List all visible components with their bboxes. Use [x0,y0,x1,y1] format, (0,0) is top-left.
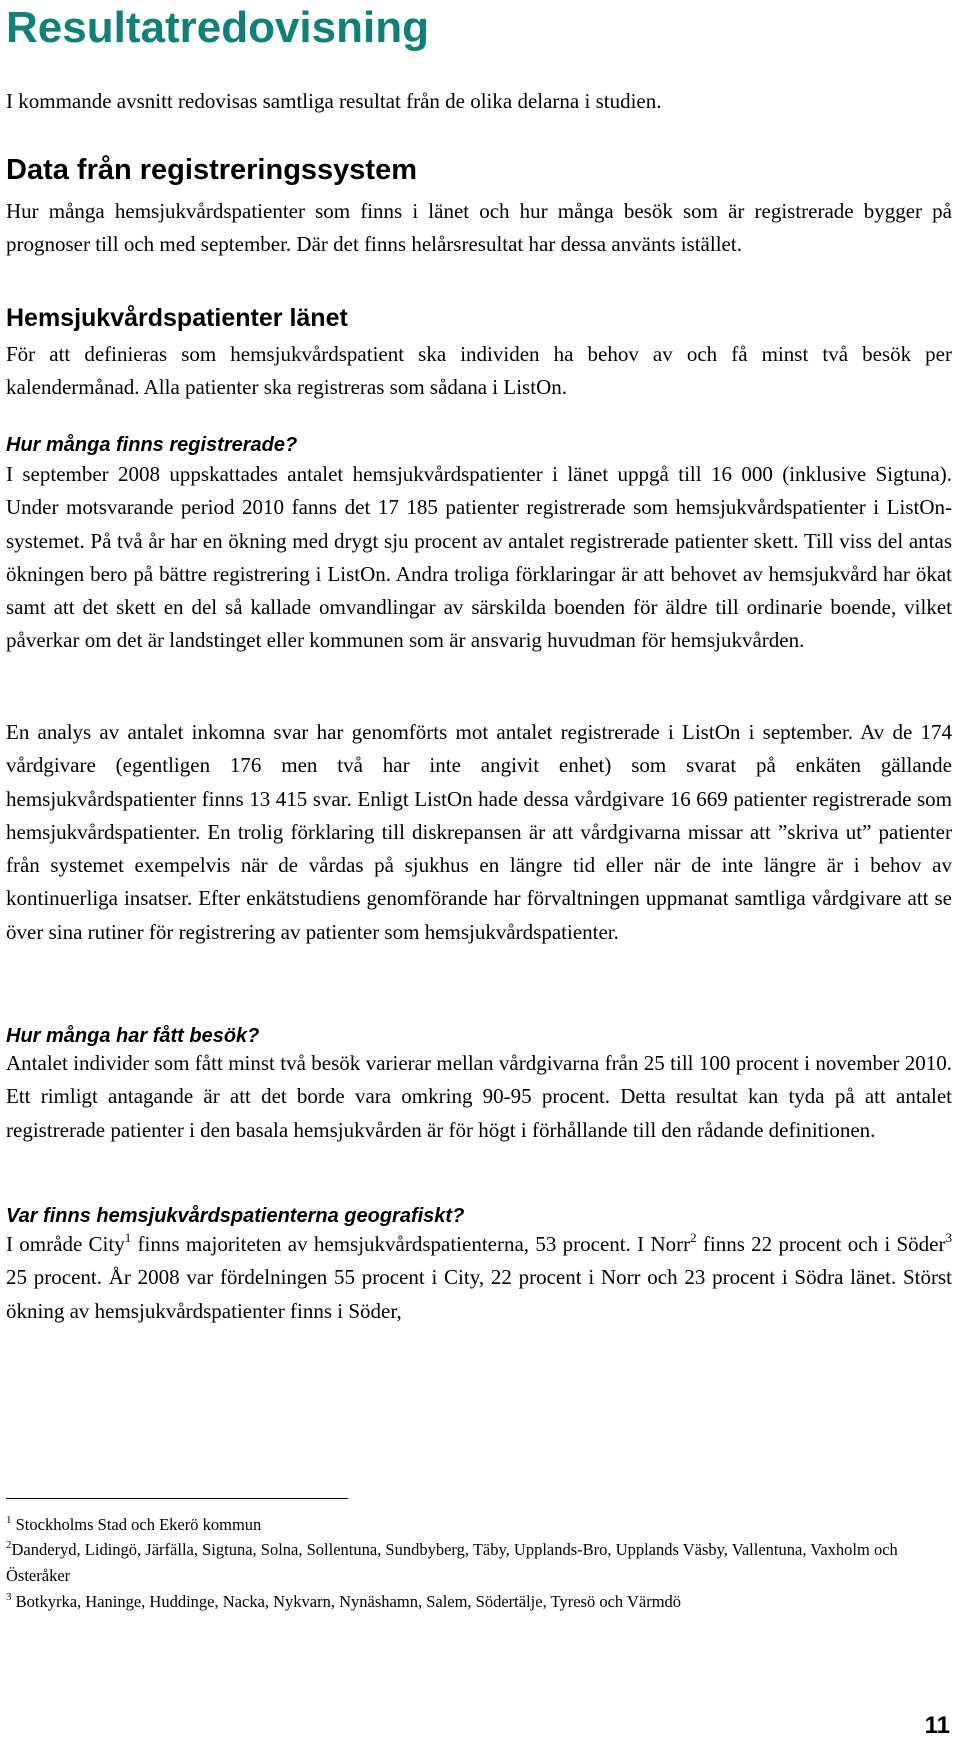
question-heading-visits: Hur många har fått besök? [6,1025,260,1047]
subsection-paragraph: För att definieras som hemsjukvårdspatient ska individen ha behov av och få minst två besök per kalendermånad. Alla patienter ska registreras som sådana i ListOn. [6,342,952,400]
footnote-ref-1[interactable]: 1 [124,1230,132,1245]
footnote-ref-2[interactable]: 2 [690,1230,697,1245]
section-heading: Data från registreringssystem [6,154,417,186]
registered-paragraph-1: I september 2008 uppskattades antalet hemsjukvårdspatienter i länet uppgå till 16 000 (inklusive Sigtuna). Under motsvarande period 2010 fanns det 17 185 patienter registrerade som hemsjukvårdspatienter i ListOn-systemet. På två år har en ökning med drygt sju procent av antalet registrerade patienter skett. Till viss del antas ökningen bero på bättre registrering i ListOn. Andra troliga förklaringar är att behovet av hemsjukvård har ökat samt att det skett en del så kallade omvandlingar av särskilda boenden för äldre till ordinarie boende, vilket påverkar om det är landstinget eller kommunen som är ansvarig huvudman för hemsjukvården. [6,462,952,653]
footnote-ref-3[interactable]: 3 [945,1230,952,1245]
footnote-3: $^3$ Botkyrka, Haninge, Huddinge, Nacka, Nykvarn, Nynäshamn, Salem, Södertälje, Tyresö och Värmdö [6,1591,682,1611]
question-heading-registered: Hur många finns registrerade? [6,434,298,456]
footnote-divider [6,1498,348,1499]
question-heading-geography: Var finns hemsjukvårdspatienterna geografiskt? [6,1205,465,1227]
intro-paragraph: I kommande avsnitt redovisas samtliga resultat från de olika delarna i studien. [6,89,662,113]
section-paragraph: Hur många hemsjukvårdspatienter som finns i länet och hur många besök som är registrerade bygger på prognoser till och med september. Där det finns helårsresultat har dessa använts istället. [6,199,952,257]
visits-paragraph: Antalet individer som fått minst två besök varierar mellan vårdgivarna från 25 till 100 procent i november 2010. Ett rimligt antagande är att det borde vara omkring 90-95 procent. Detta resultat kan tyda på att antalet registrerade patienter i den basala hemsjukvården är för högt i förhållande till den rådande definitionen. [6,1051,952,1142]
footnote-2: $^2$Danderyd, Lidingö, Järfälla, Sigtuna, Solna, Sollentuna, Sundbyberg, Täby, Upplands-Bro, Upplands Väsby, Vallentuna, Vaxholm och Österåker [6,1539,898,1585]
registered-paragraph-2: En analys av antalet inkomna svar har genomförts mot antalet registrerade i ListOn i september. Av de 174 vårdgivare (egentligen 176 men två har inte angivit enhet) som svarat på enkäten gällande hemsjukvårdspatienter finns 13 415 svar. Enligt ListOn hade dessa vårdgivare 16 669 patienter registrerade som hemsjukvårdspatienter. En trolig förklaring till diskrepansen är att vårdgivarna missar att ”skriva ut” patienter från systemet exempelvis när de vårdas på sjukhus en längre tid eller när de inte längre är i behov av kontinuerliga insatser. Efter enkätstudiens genomförande har förvaltningen uppmanat samtliga vårdgivare att se över sina rutiner för registrering av patienter som hemsjukvårdspatienter. [6,720,952,944]
subsection-heading: Hemsjukvårdspatienter länet [6,304,348,332]
page-number: 11 [924,1712,950,1739]
footnote-1: $^1$ Stockholms Stad och Ekerö kommun [6,1514,262,1534]
page-title: Resultatredovisning [6,3,429,52]
geography-paragraph: I område City$^1$ finns majoriteten av hemsjukvårdspatienterna, 53 procent. I Norr$^2$ finns 22 procent och i Söder$^3$ 25 procent. År 2008 var fördelningen 55 procent i City, 22 procent i Norr och 23 procent i Södra länet. Störst ökning av hemsjukvårdspatienter finns i Söder, [6,1230,952,1323]
